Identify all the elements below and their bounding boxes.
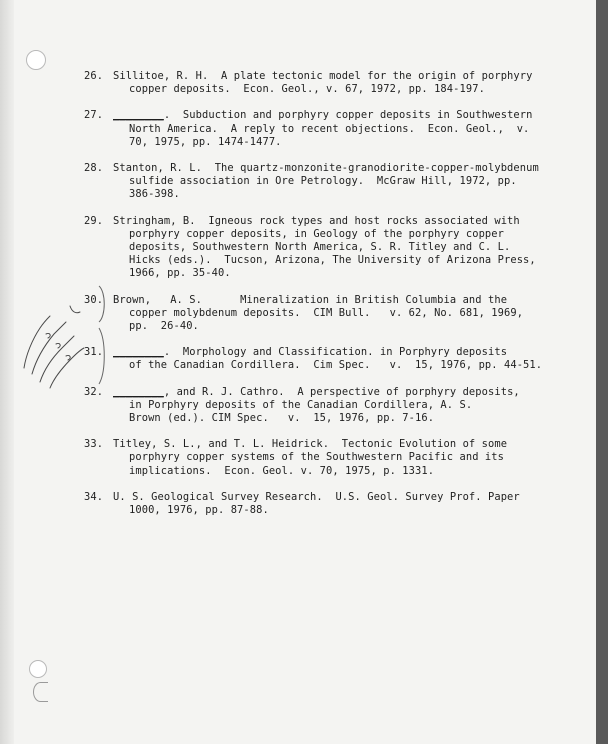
reference-line-text: . Morphology and Classification. in Porphyry deposits <box>163 346 508 359</box>
reference-line-text: . Subduction and porphyry copper deposits in Southwestern <box>163 109 533 122</box>
reference-item <box>84 109 532 149</box>
reference-line: sulfide association in Ore Petrology. McGraw Hill, 1972, pp. <box>129 175 517 188</box>
reference-line: Sillitoe, R. H. A plate tectonic model for the origin of porphyry <box>113 70 533 82</box>
reference-number: 28. <box>84 162 104 175</box>
reference-item <box>84 438 532 478</box>
ditto-blank: ________ <box>113 109 164 122</box>
reference-line: Titley, S. L., and T. L. Heidrick. Tectonic Evolution of some <box>113 438 508 451</box>
reference-line: 1966, pp. 35-40. <box>129 267 231 280</box>
punch-hole-mark <box>33 682 48 702</box>
reference-number: 32. <box>84 385 104 398</box>
reference-text <box>113 162 539 202</box>
reference-text <box>113 491 532 517</box>
reference-text <box>113 70 532 96</box>
reference-item <box>84 491 532 517</box>
reference-line: 1000, 1976, pp. 87-88. <box>129 504 269 517</box>
reference-text <box>113 386 532 426</box>
reference-line: implications. Econ. Geol. v. 70, 1975, p. 1331. <box>129 464 435 477</box>
reference-line-text: , and R. J. Cathro. A perspective of porphyry deposits, <box>163 385 520 398</box>
handwritten-margin-note <box>10 300 90 390</box>
reference-text <box>113 215 536 281</box>
reference-line: 386-398. <box>129 188 180 201</box>
reference-item <box>84 214 536 281</box>
reference-number: 34. <box>84 490 104 503</box>
reference-line: porphyry copper systems of the Southwestern Pacific and its <box>129 451 504 464</box>
reference-line: copper deposits. Econ. Geol., v. 67, 1972, pp. 184-197. <box>129 83 485 96</box>
reference-line: in Porphyry deposits of the Canadian Cordillera, A. S. <box>129 398 473 411</box>
reference-line: pp. 26-40. <box>129 320 199 333</box>
reference-line: Brown, A. S. Mineralization in British Columbia and the <box>113 293 508 306</box>
reference-line <box>113 386 532 399</box>
reference-text <box>113 438 532 478</box>
reference-line: Hicks (eds.). Tucson, Arizona, The University of Arizona Press, <box>129 254 536 267</box>
reference-number: 30. <box>84 293 104 306</box>
reference-number: 26. <box>84 70 104 82</box>
reference-item <box>84 346 543 372</box>
reference-line: North America. A reply to recent objections. Econ. Geol., v. <box>129 122 530 135</box>
reference-list <box>84 70 543 530</box>
reference-line: porphyry copper deposits, in Geology of the porphyry copper <box>129 227 504 240</box>
reference-text <box>113 109 533 149</box>
reference-number: 33. <box>84 438 104 451</box>
reference-line <box>113 109 533 122</box>
reference-number: 29. <box>84 214 104 227</box>
reference-text <box>113 346 542 372</box>
reference-line: of the Canadian Cordillera. Cim Spec. v. 15, 1976, pp. 44-51. <box>129 359 543 372</box>
reference-text <box>113 294 532 334</box>
reference-line: U. S. Geological Survey Research. U.S. Geol. Survey Prof. Paper <box>113 490 520 503</box>
reference-line: Brown (ed.). CIM Spec. v. 15, 1976, pp. 7-16. <box>129 412 435 425</box>
reference-item <box>84 70 532 96</box>
reference-line <box>113 346 542 359</box>
reference-line: copper molybdenum deposits. CIM Bull. v. 62, No. 681, 1969, <box>129 306 524 319</box>
punch-hole-top <box>26 50 46 70</box>
reference-line: 70, 1975, pp. 1474-1477. <box>129 135 282 148</box>
reference-line: Stringham, B. Igneous rock types and host rocks associated with <box>113 214 520 227</box>
reference-item <box>84 162 539 202</box>
punch-hole-bottom <box>29 660 47 678</box>
reference-number: 31. <box>84 346 104 359</box>
reference-line: Stanton, R. L. The quartz-monzonite-granodiorite-copper-molybdenum <box>113 162 539 175</box>
reference-number: 27. <box>84 109 104 122</box>
reference-item <box>84 294 532 334</box>
ditto-blank: ________ <box>113 385 164 398</box>
reference-item <box>84 386 532 426</box>
reference-line: deposits, Southwestern North America, S. R. Titley and C. L. <box>129 241 511 254</box>
ditto-blank: ________ <box>113 346 164 359</box>
